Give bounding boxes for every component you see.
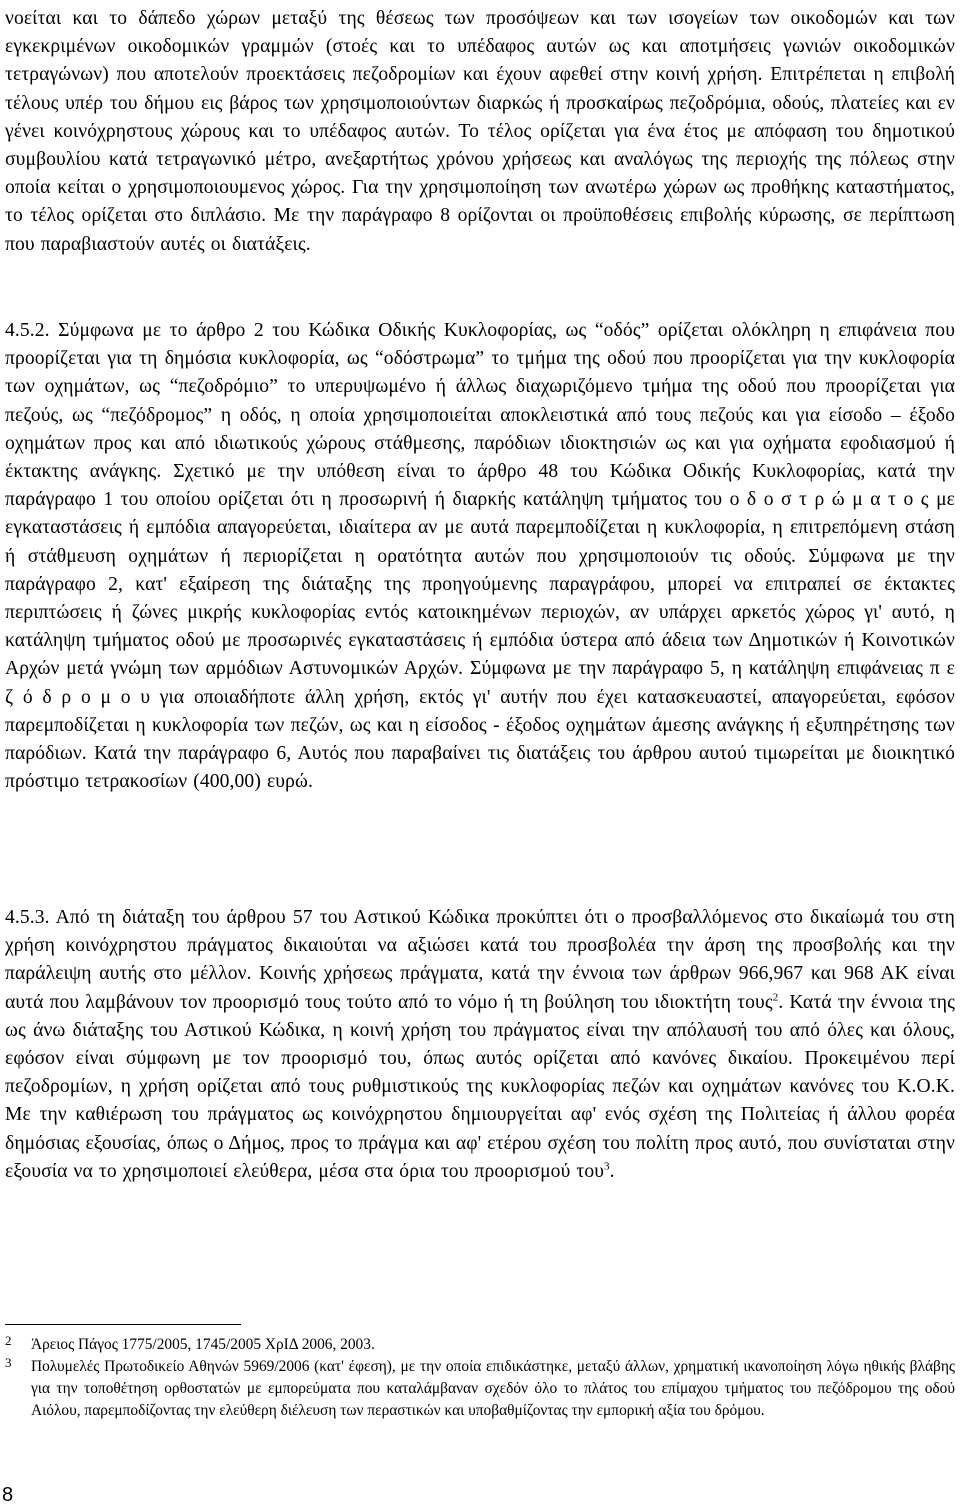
body-paragraph-2 — [5, 317, 955, 796]
footnote-number: 3 — [5, 1355, 12, 1370]
body-paragraph-1 — [5, 5, 955, 259]
footnote-number: 2 — [5, 1333, 12, 1348]
footnote-separator — [5, 1324, 241, 1325]
paragraph-text: 4.5.3. Από τη διάταξη του άρθρου 57 του Αστικού Κώδικα προκύπτει ότι ο προσβαλλόμενος στο δικαίωμά του στη χρήση κοινόχρηστου πράγματος δικαιούται να αξιώσει κατά του προσβολέα την άρση της προσβολής και την παράλειψη αυτής στο μέλλον. Κοινής χρήσεως πράγματα, κατά την έννοια των άρθρων 966,967 και 968 ΑΚ είναι αυτά που λαμβάνουν τον προορισμό τους τούτο από το νόμο ή τη βούληση του ιδιοκτήτη τους — [5, 907, 955, 1013]
footnote-text: Άρειος Πάγος 1775/2005, 1745/2005 ΧρΙΔ 2006, 2003. — [31, 1336, 375, 1353]
footnote-2 — [5, 1334, 955, 1356]
body-paragraph-3 — [5, 904, 955, 1186]
paragraph-text: νοείται και το δάπεδο χώρων μεταξύ της θέσεως των προσόψεων και των ισογείων των οικοδομών και των εγκεκριμένων οικοδομικών γραμμών (στοές και το υπέδαφος αυτών ως και αποτμήσεις γωνιών οικοδομικών τετραγώνων) που αποτελούν προεκτάσεις πεζοδρομίων και έχουν αφεθεί στην κοινή χρήση. Επιτρέπεται η επιβολή τέλους υπέρ του δήμου εις βάρος των χρησιμοποιούντων διαρκώς ή προσκαίρως πεζοδρόμια, οδούς, πλατείες και εν γένει κοινόχρηστους χώρους και το υπέδαφος αυτών. Το τέλος ορίζεται για ένα έτος με απόφαση του δημοτικού συμβουλίου κατά τετραγωνικό μέτρο, ανεξαρτήτως χρόνου χρήσεως και αναλόγως της περιοχής της πόλεως στην οποία κείται ο χρησιμοποιουμενος χώρος. Για την χρησιμοποίηση των ανωτέρω χώρων ως προθήκης καταστήματος, το τέλος ορίζεται στο διπλάσιο. Με την παράγραφο 8 ορίζονται οι προϋποθέσεις επιβολής κύρωσης, σε περίπτωση που παραβιαστούν αυτές οι διατάξεις. — [5, 8, 955, 255]
paragraph-text: 4.5.2. Σύμφωνα με το άρθρο 2 του Κώδικα Οδικής Κυκλοφορίας, ως “οδός” ορίζεται ολόκληρη η επιφάνεια που προορίζεται για τη δημόσια κυκλοφορία, ως “οδόστρωμα” το τμήμα της οδού που προορίζεται για την κυκλοφορία των οχημάτων, ως “πεζοδρόμιο” το υπερυψωμένο ή άλλως διαχωριζόμενο τμήμα της οδού που προορίζεται για πεζούς, ως “πεζόδρομος” η οδός, η οποία χρησιμοποιείται αποκλειστικά από τους πεζούς και για είσοδο – έξοδο οχημάτων προς και από ιδιωτικούς χώρους στάθμεσης, παρόδιων ιδιοκτησιών ως και για οχήματα εφοδιασμού ή έκτακτης ανάγκης. Σχετικό με την υπόθεση είναι το άρθρο 48 του Κώδικα Οδικής Κυκλοφορίας, κατά την παράγραφο 1 του οποίου ορίζεται ότι η προσωρινή ή διαρκής κατάληψη τμήματος του ο δ ο σ τ ρ ώ μ α τ ο ς με εγκαταστάσεις ή εμπόδια απαγορεύεται, ιδιαίτερα αν με αυτά παρεμποδίζεται η κυκλοφορία, η επιτρεπόμενη στάση ή στάθμευση οχημάτων ή περιορίζεται η ορατότητα αυτών που χρησιμοποιούν τις οδούς. Σύμφωνα με την παράγραφο 2, κατ' εξαίρεση της διάταξης της προηγούμενης παραγράφου, μπορεί να επιτραπεί σε έκτακτες περιπτώσεις ή ζώνες μικρής κυκλοφορίας εντός κατοικημένων περιοχών, αν υπάρχει αρκετός χώρος γι' αυτό, η κατάληψη τμήματος οδού με προσωρινές εγκαταστάσεις ή εμπόδια ύστερα από άδεια των Δημοτικών ή Κοινοτικών Αρχών μετά γνώμη των αρμόδιων Αστυνομικών Αρχών. Σύμφωνα με την παράγραφο 5, η κατάληψη επιφάνειας π ε ζ ό δ ρ ο μ ο υ για οποιαδήποτε άλλη χρήση, εκτός γι' αυτήν που έχει κατασκευαστεί, απαγορεύεται, εφόσον παρεμποδίζεται η κυκλοφορία των πεζών, ως και η είσοδος - έξοδος οχημάτων άμεσης ανάγκης ή εξυπηρέτησης των παρόδιων. Κατά την παράγραφο 6, Αυτός που παραβαίνει τις διατάξεις του άρθρου αυτού τιμωρείται με διοικητικό πρόστιμο τετρακοσίων (400,00) ευρώ. — [5, 320, 955, 793]
footnote-3 — [5, 1356, 955, 1423]
paragraph-text: . Κατά την έννοια της ως άνω διάταξης του Αστικού Κώδικα, η κοινή χρήση του πράγματος είναι την απόλαυσή του από όλες και όλους, εφόσον είναι σύμφωνη με τον προορισμό του, όπως αυτός ορίζεται από κανόνες δικαίου. Προκειμένου περί πεζοδρομίων, η χρήση ορίζεται από τους ρυθμιστικούς της κυκλοφορίας πεζών και οχημάτων κανόνες του Κ.Ο.Κ. Με την καθιέρωση του πράγματος ως κοινόχρηστου δημιουργείται αφ' ενός σχέση της Πολιτείας ή άλλου φορέα δημόσιας εξουσίας, όπως ο Δήμος, προς το πράγμα και αφ' ετέρου σχέση του πολίτη προς αυτό, που συνίσταται στην εξουσία να το χρησιμοποιεί ελεύθερα, μέσα στα όρια του προορισμού του — [5, 991, 955, 1182]
footnote-ref-2[interactable]: 2 — [772, 991, 779, 1004]
footnote-ref-3[interactable]: 3 — [604, 1160, 610, 1173]
page-number: 8 — [2, 1484, 14, 1506]
footnote-text: Πολυμελές Πρωτοδικείο Αθηνών 5969/2006 (κατ' έφεση), με την οποία επιδικάστηκε, μεταξύ άλλων, χρηματική ικανοποίηση λόγω ηθικής βλάβης για την τοποθέτηση ορθοστατών με εμπορεύματα που καταλάμβαναν σχεδόν όλο το πλάτος του επίμαχου τμήματος του πεζόδρομου της οδού Αιόλου, παρεμποδίζοντας την ελεύθερη διέλευση των περαστικών και υποβαθμίζοντας την εμπορική αξία του δρόμου. — [31, 1358, 955, 1420]
paragraph-text: . — [609, 1160, 615, 1182]
